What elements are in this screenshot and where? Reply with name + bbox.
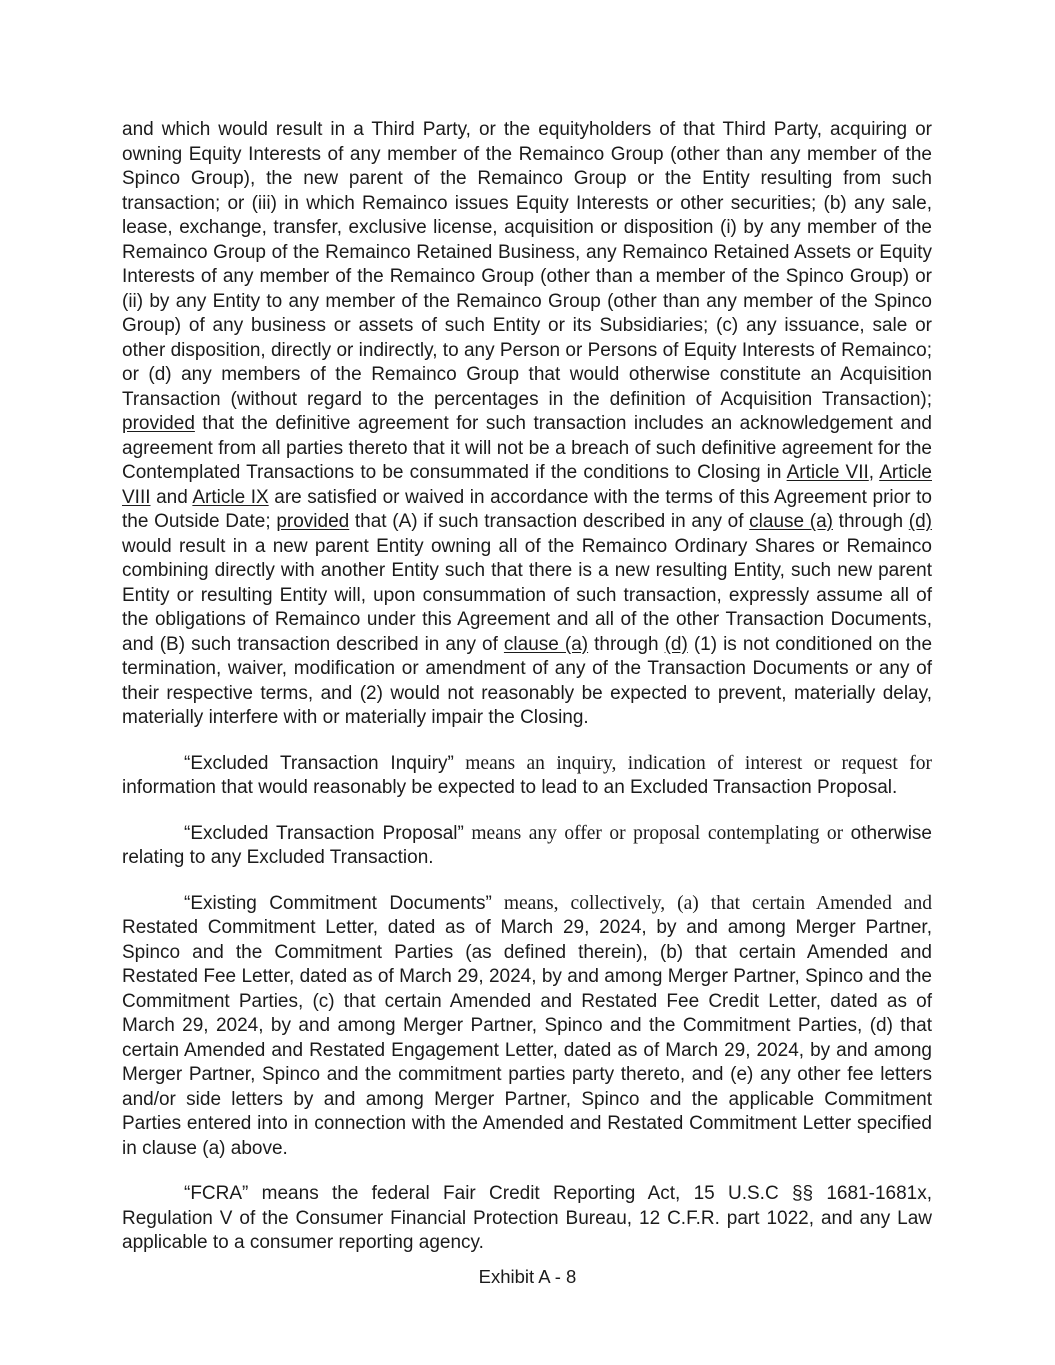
defined-term: “Existing Commitment Documents” <box>184 892 492 914</box>
text-run: that (A) if such transaction described in any of <box>349 511 750 532</box>
serif-text-run: means an inquiry, indication of interest or request for <box>453 752 932 774</box>
document-body <box>122 118 932 1277</box>
underlined-reference: provided <box>276 511 350 532</box>
paragraph-fcra <box>122 1182 932 1256</box>
underlined-reference: Article VIII <box>122 462 932 508</box>
text-run: and which would result in a Third Party, or the equityholders of that Third Party, acquiring or owning Equity Interests of any member of the Remainco Group (other than any member of the Spinco Group), the new parent of the Remainco Group or the Entity resulting from such transaction; or (iii) in which Remainco issues Equity Interests or other securities; (b) any sale, lease, exchange, transfer, exclusive license, acquisition or disposition (i) by any member of the Remainco Group of the Remainco Retained Business, any Remainco Retained Assets or Equity Interests of any member of the Remainco Group (other than a member of the Spinco Group) or (ii) by any Entity to any member of the Remainco Group (other than any member of the Spinco Group) of any business or assets of such Entity or its Subsidiaries; (c) any issuance, sale or other disposition, directly or indirectly, to any Person or Persons of Equity Interests of Remainco; or (d) any members of the Remainco Group that would otherwise constitute an Acquisition Transaction (without regard to the percentages in the definition of Acquisition Transaction); <box>122 119 932 410</box>
defined-term: “FCRA” <box>184 1183 249 1204</box>
text-run: that the definitive agreement for such transaction includes an acknowledgement and agreement from all parties thereto that it will not be a breach of such definitive agreement for the Contemplated Transactions to be consummated if the conditions to Closing in <box>122 413 932 483</box>
text-run: (1) is not conditioned on the termination, waiver, modification or amendment of any of the Transaction Documents or any of their respective terms, and (2) would not reasonably be expected to prevent, materially delay, materially interfere with or materially impair the Closing. <box>122 633 933 728</box>
serif-text-run: means, collectively, (a) that certain Amended and <box>491 892 932 914</box>
paragraph-definition-continuation <box>122 118 932 731</box>
text-run: Restated Commitment Letter, dated as of March 29, 2024, by and among Merger Partner, Spinco and the Commitment Parties (as defined therein), (b) that certain Amended and Restated Fee Letter, dated as of March 29, 2024, by and among Merger Partner, Spinco and the Commitment Parties, (c) that certain Amended and Restated Fee Credit Letter, dated as of March 29, 2024, by and among Merger Partner, Spinco and the Commitment Parties, (d) that certain Amended and Restated Engagement Letter, dated as of March 29, 2024, by and among Merger Partner, Spinco and the commitment parties party thereto, and (e) any other fee letters and/or side letters by and among Merger Partner, Spinco and the applicable Commitment Parties entered into in connection with the Amended and Restated Commitment Letter specified in clause (a) above. <box>122 917 932 1159</box>
text-run: means the federal Fair Credit Reporting Act, 15 U.S.C §§ 1681-1681x, Regulation V of the Consumer Financial Protection Bureau, 12 C.F.R. part 1022, and any Law applicable to a consumer reporting agency. <box>122 1183 932 1253</box>
paragraph-excluded-transaction-inquiry <box>122 752 932 801</box>
text-run: and <box>150 486 193 508</box>
text-run: through <box>588 633 665 655</box>
defined-term: “Excluded Transaction Proposal” <box>184 822 464 844</box>
text-run: information that would reasonably be expected to lead to an Excluded Transaction Proposal. <box>122 777 898 798</box>
underlined-reference: provided <box>122 413 195 434</box>
underlined-reference: clause (a) <box>749 511 833 532</box>
page-footer: Exhibit A - 8 <box>478 1266 577 1287</box>
text-run: through <box>833 511 909 532</box>
text-run: , <box>868 462 880 483</box>
text-run: otherwise relating to any Excluded Transaction. <box>122 822 932 868</box>
paragraph-existing-commitment-documents <box>122 892 932 1162</box>
underlined-reference: Article IX <box>192 486 269 508</box>
underlined-reference: Article VII <box>786 462 869 483</box>
defined-term: “Excluded Transaction Inquiry” <box>184 752 454 774</box>
underlined-reference: clause (a) <box>503 633 589 655</box>
text-run: are satisfied or waived in accordance with the terms of this Agreement prior to the Outside Date; <box>122 486 932 532</box>
serif-text-run: means any offer or proposal contemplating or <box>463 822 851 844</box>
paragraph-excluded-transaction-proposal <box>122 822 932 871</box>
text-run: would result in a new parent Entity owning all of the Remainco Ordinary Shares or Remainco combining directly with another Entity such that there is a new resulting Entity, such new parent Entity or resulting Entity will, upon consummation of such transaction, expressly assume all of the obligations of Remainco under this Agreement and all of the other Transaction Documents, and (B) such transaction described in any of <box>122 535 932 655</box>
underlined-reference: (d) <box>908 511 933 532</box>
underlined-reference: (d) <box>664 633 688 655</box>
